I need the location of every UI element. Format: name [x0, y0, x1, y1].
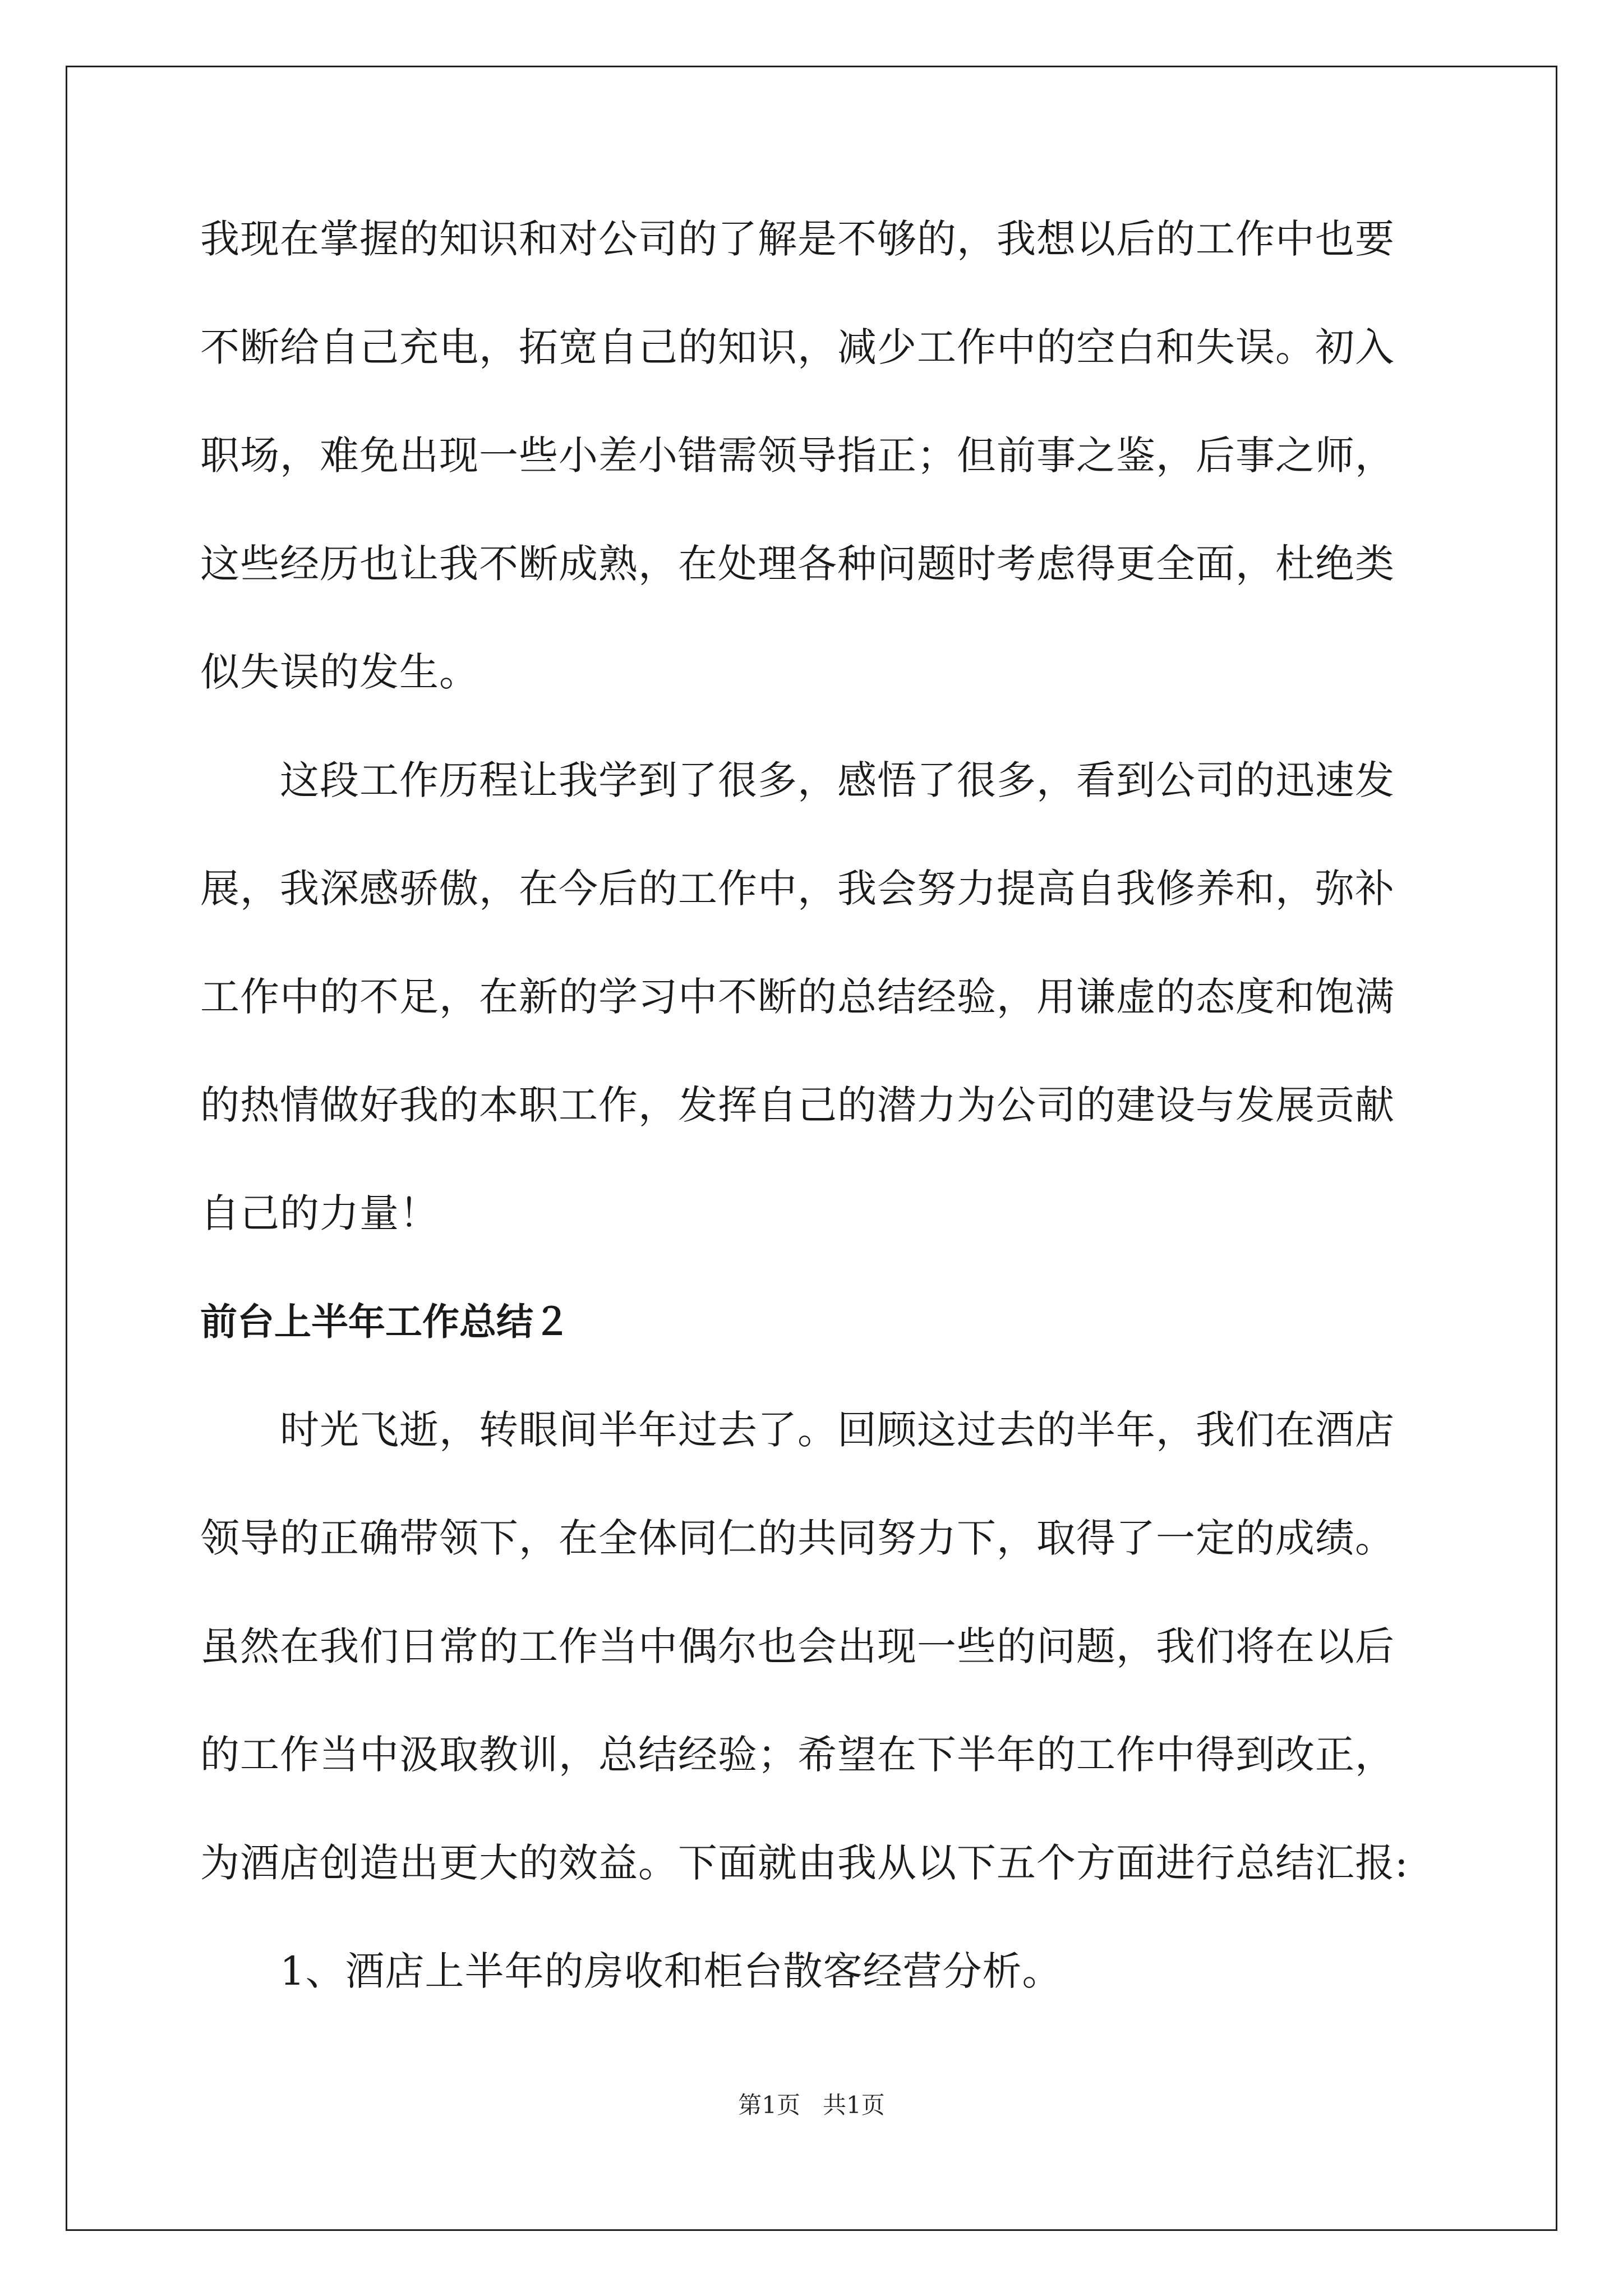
- paragraph-1: [200, 185, 1430, 726]
- text-line: 职场，难免出现一些小差小错需领导指正；但前事之鉴，后事之师，: [200, 432, 1395, 478]
- paragraph-3: [200, 1376, 1430, 1917]
- list-item-1: [200, 1917, 1430, 2026]
- page-number-total: 共1页: [823, 2091, 885, 2119]
- text-line: 展，我深感骄傲，在今后的工作中，我会努力提高自我修养和，弥补: [200, 866, 1395, 912]
- text-line: 不断给自己充电，拓宽自己的知识，减少工作中的空白和失误。初入: [200, 324, 1395, 370]
- document-body: [200, 185, 1430, 2026]
- text-line: 领导的正确带领下，在全体同仁的共同努力下，取得了一定的成绩。: [200, 1515, 1395, 1561]
- text-line: 这些经历也让我不断成熟，在处理各种问题时考虑得更全面，杜绝类: [200, 541, 1395, 587]
- text-line: 1、酒店上半年的房收和柜台散客经营分析。: [280, 1948, 1062, 1994]
- text-line: 我现在掌握的知识和对公司的了解是不够的，我想以后的工作中也要: [200, 216, 1395, 262]
- text-line: 自己的力量！: [200, 1190, 439, 1236]
- text-line: 时光飞逝，转眼间半年过去了。回顾这过去的半年，我们在酒店: [280, 1407, 1395, 1453]
- paragraph-2: [200, 726, 1430, 1268]
- text-line: 的工作当中汲取教训，总结经验；希望在下半年的工作中得到改正，: [200, 1732, 1395, 1778]
- text-line: 的热情做好我的本职工作，发挥自己的潜力为公司的建设与发展贡献: [200, 1082, 1395, 1128]
- page-footer: [0, 2087, 1623, 2120]
- text-line: 虽然在我们日常的工作当中偶尔也会出现一些的问题，我们将在以后: [200, 1623, 1395, 1669]
- page-number-current: 第1页: [738, 2091, 800, 2119]
- text-line: 工作中的不足，在新的学习中不断的总结经验，用谦虚的态度和饱满: [200, 974, 1395, 1020]
- text-line: 为酒店创造出更大的效益。下面就由我从以下五个方面进行总结汇报:: [200, 1840, 1409, 1886]
- text-line: 这段工作历程让我学到了很多，感悟了很多，看到公司的迅速发: [280, 757, 1395, 803]
- text-line: 似失误的发生。: [200, 649, 479, 695]
- section-heading: 前台上半年工作总结２: [200, 1300, 570, 1343]
